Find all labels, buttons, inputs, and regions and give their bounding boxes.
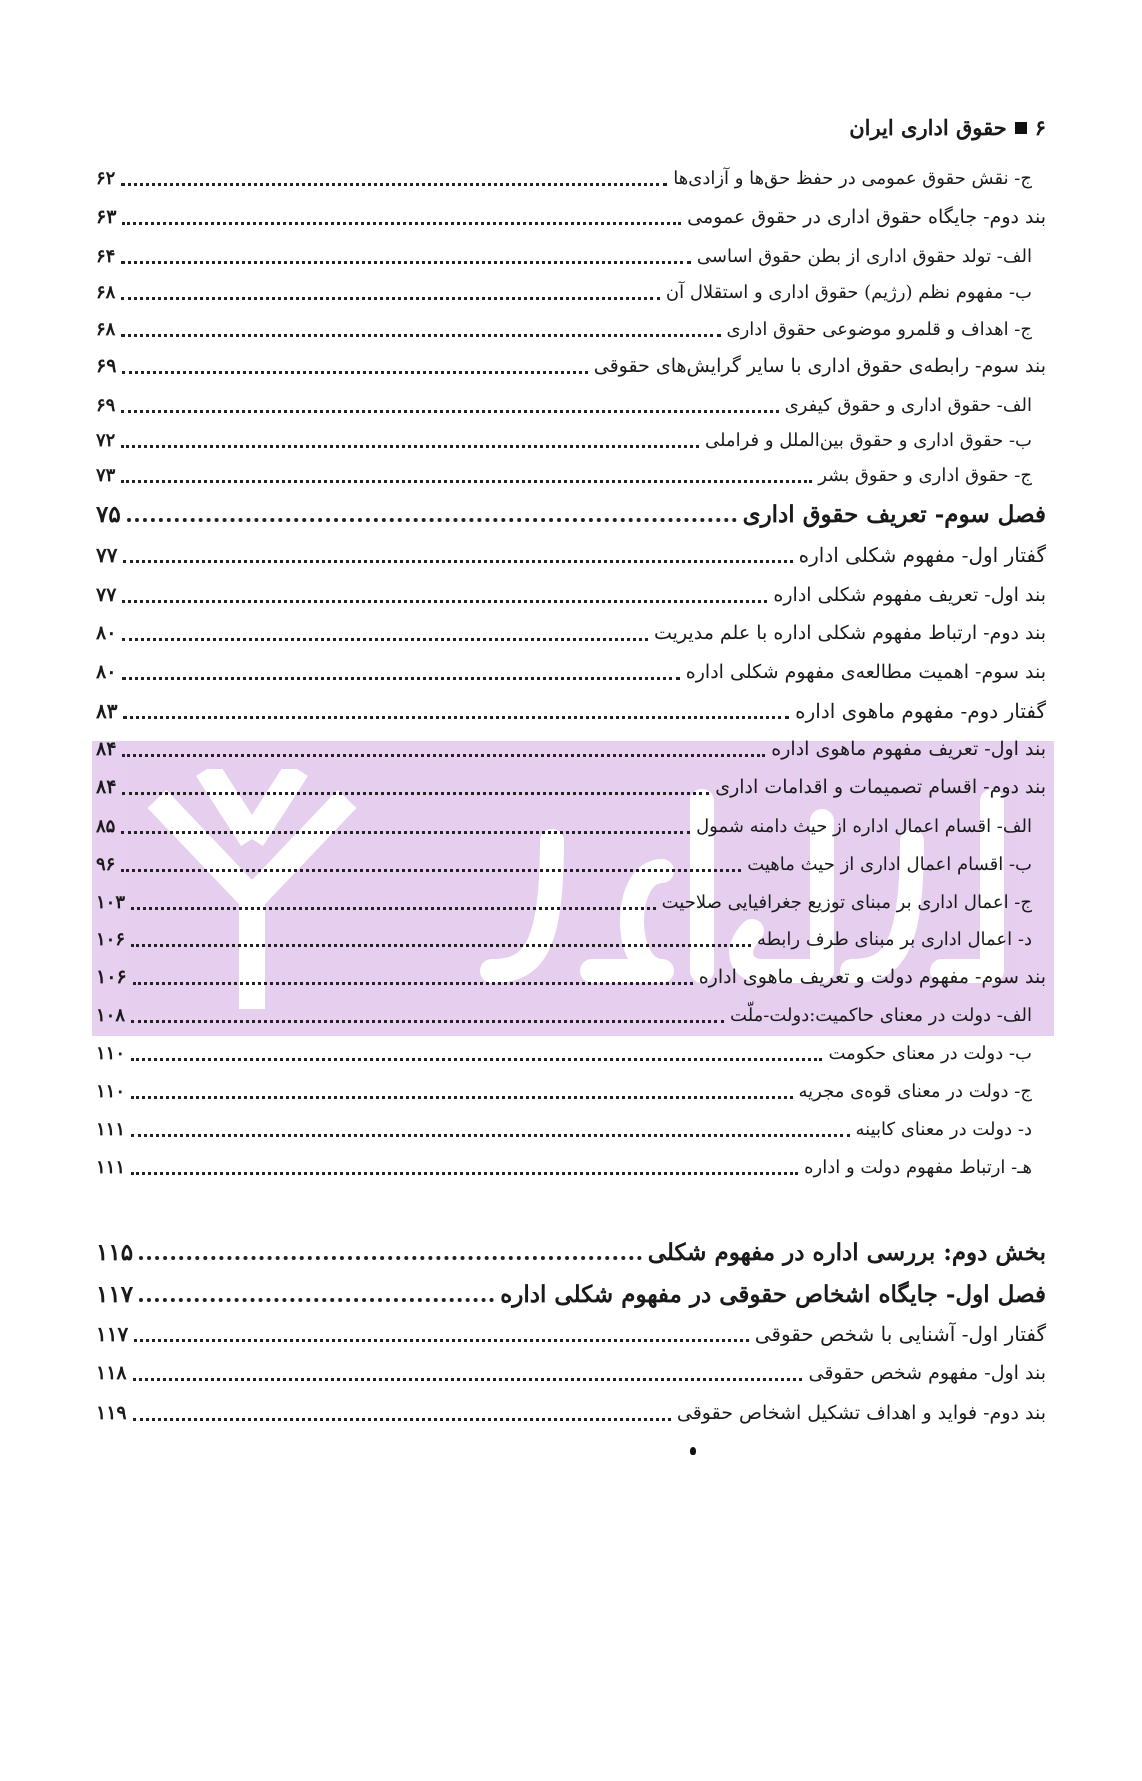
toc-entry-title: بند سوم- مفهوم دولت و تعریف ماهوی اداره <box>698 966 1046 988</box>
dot-leader <box>121 297 660 300</box>
dot-leader <box>122 638 648 641</box>
dot-leader <box>121 869 741 872</box>
dot-leader <box>131 944 751 947</box>
toc-entry <box>96 455 1046 495</box>
toc-entry-title: فصل سوم- تعریف حقوق اداری <box>742 500 1046 528</box>
dot-leader <box>131 907 656 910</box>
toc-entry <box>96 882 1046 922</box>
dot-leader <box>127 518 737 522</box>
toc-entry <box>96 957 1046 997</box>
dot-leader <box>121 410 778 413</box>
toc-entry-page: ۶۹ <box>96 394 116 416</box>
toc-entry-page: ۷۳ <box>96 464 116 486</box>
toc-entry-page: ۷۷ <box>96 543 118 567</box>
dot-leader <box>131 1020 724 1023</box>
toc-entry-title: بند اول- تعریف مفهوم شکلی اداره <box>773 584 1046 606</box>
toc-entry <box>96 1109 1046 1149</box>
toc-entry-page: ۱۰۶ <box>96 928 126 950</box>
toc-entry-page: ۹۶ <box>96 853 116 875</box>
dot-leader <box>131 1096 792 1099</box>
dot-leader <box>122 222 681 225</box>
toc-entry <box>96 1274 1046 1314</box>
toc-entry-page: ۱۰۶ <box>96 966 127 988</box>
page-number: ۶ <box>1034 115 1046 140</box>
toc-entry-page: ۶۸ <box>96 318 116 340</box>
dot-leader <box>139 1298 494 1302</box>
toc-entry <box>96 420 1046 460</box>
toc-entry <box>96 729 1046 769</box>
dot-leader <box>131 1172 798 1175</box>
toc-entry <box>96 613 1046 653</box>
dot-leader <box>133 1378 803 1381</box>
toc-entry-title: فصل اول- جایگاه اشخاص حقوقی در مفهوم شکلی اداره <box>500 1280 1046 1308</box>
toc-entry-title: الف- تولد حقوق اداری از بطن حقوق اساسی <box>696 245 1032 267</box>
toc-entry-page: ۱۱۱ <box>96 1156 126 1178</box>
toc-entry-page: ۱۱۷ <box>96 1322 129 1346</box>
toc-entry <box>96 1147 1046 1187</box>
toc-entry-page: ۱۱۱ <box>96 1118 126 1140</box>
toc-entry <box>96 1071 1046 1111</box>
toc-entry-title: الف- حقوق اداری و حقوق کیفری <box>784 394 1032 416</box>
toc-entry-title: بند سوم- اهمیت مطالعه‌ی مفهوم شکلی اداره <box>685 661 1046 683</box>
toc-entry-title: گفتار اول- آشنایی با شخص حقوقی <box>754 1322 1046 1346</box>
dot-leader <box>123 716 789 719</box>
toc-entry <box>96 346 1046 386</box>
toc-entry <box>96 806 1046 846</box>
toc-entry-title: گفتار اول- مفهوم شکلی اداره <box>798 543 1046 567</box>
toc-entry-page: ۸۰ <box>96 622 117 644</box>
square-bullet-icon <box>1015 122 1027 134</box>
toc-entry-page: ۷۵ <box>96 500 121 528</box>
toc-entry-title: بند دوم- اقسام تصمیمات و اقدامات اداری <box>715 776 1046 798</box>
toc-entry-title: د- اعمال اداری بر مبنای طرف رابطه <box>757 928 1032 950</box>
toc-entry-title: ب- حقوق اداری و حقوق بین‌الملل و فراملی <box>704 429 1032 451</box>
toc-entry-page: ۸۳ <box>96 699 118 723</box>
dot-leader <box>122 754 765 757</box>
toc-entry-title: ب- دولت در معنای حکومت <box>828 1042 1032 1064</box>
toc-entry-page: ۷۷ <box>96 584 117 606</box>
toc-entry-title: ب- اقسام اعمال اداری از حیث ماهیت <box>747 853 1032 875</box>
toc-entry <box>96 1232 1046 1272</box>
dot-leader <box>134 1339 748 1342</box>
toc-entry <box>96 844 1046 884</box>
dot-leader <box>122 677 679 680</box>
dot-leader <box>131 1058 822 1061</box>
toc-entry-page: ۸۰ <box>96 661 117 683</box>
dot-leader <box>139 1256 642 1260</box>
toc-entry-title: ج- حقوق اداری و حقوق بشر <box>818 464 1032 486</box>
toc-entry-page: ۸۵ <box>96 815 116 837</box>
toc-entry-page: ۷۲ <box>96 429 116 451</box>
toc-entry-title: بند اول- تعریف مفهوم ماهوی اداره <box>771 738 1046 760</box>
toc-entry <box>96 1033 1046 1073</box>
toc-entry <box>96 995 1046 1035</box>
toc-entry-title: ج- اهداف و قلمرو موضوعی حقوق اداری <box>726 318 1032 340</box>
toc-entry <box>96 197 1046 237</box>
toc-entry <box>96 236 1046 276</box>
toc-entry <box>96 767 1046 807</box>
toc-entry-page: ۶۳ <box>96 206 117 228</box>
ink-speck <box>690 1447 696 1455</box>
toc-entry-page: ۶۴ <box>96 245 116 267</box>
toc-entry <box>96 494 1046 534</box>
toc-entry-page: ۸۴ <box>96 776 117 798</box>
toc-entry <box>96 272 1046 312</box>
toc-entry-title: ج- دولت در معنای قوه‌ی مجریه <box>798 1080 1032 1102</box>
toc-entry-page: ۶۹ <box>96 355 117 377</box>
dot-leader <box>122 792 709 795</box>
toc-entry-page: ۱۱۰ <box>96 1080 126 1102</box>
toc-entry-page: ۱۱۸ <box>96 1362 127 1384</box>
toc-entry-title: ج- نقش حقوق عمومی در حفظ حق‌ها و آزادی‌ها <box>673 167 1032 189</box>
dot-leader <box>121 831 690 834</box>
toc-entry <box>96 652 1046 692</box>
toc-entry <box>96 535 1046 575</box>
dot-leader <box>122 371 587 374</box>
toc-entry-page: ۱۰۸ <box>96 1004 126 1026</box>
dot-leader <box>123 560 792 563</box>
book-title: حقوق اداری ایران <box>849 115 1007 140</box>
toc-entry-title: بند اول- مفهوم شخص حقوقی <box>808 1362 1046 1384</box>
toc-entry-title: د- دولت در معنای کابینه <box>855 1118 1032 1140</box>
toc-entry-title: ج- اعمال اداری بر مبنای توزیع جغرافیایی صلاحیت <box>661 891 1032 913</box>
toc-entry-title: گفتار دوم- مفهوم ماهوی اداره <box>795 699 1046 723</box>
dot-leader <box>122 600 767 603</box>
toc-entry-page: ۱۱۰ <box>96 1042 126 1064</box>
toc-entry <box>96 158 1046 198</box>
toc-entry-title: بند سوم- رابطه‌ی حقوق اداری با سایر گرایش‌های حقوقی <box>593 355 1046 377</box>
dot-leader <box>121 261 691 264</box>
toc-entry-page: ۱۱۹ <box>96 1402 127 1424</box>
toc-entry-title: الف- دولت در معنای حاکمیت:دولت-ملّت <box>730 1004 1032 1026</box>
toc-entry-title: ب- مفهوم نظم (رژیم) حقوق اداری و استقلال آن <box>665 281 1032 303</box>
toc-entry-page: ۸۴ <box>96 738 117 760</box>
toc-entry <box>96 1314 1046 1354</box>
dot-leader <box>121 334 720 337</box>
dot-leader <box>121 480 812 483</box>
toc-entry-page: ۱۰۳ <box>96 891 126 913</box>
toc-entry <box>96 1393 1046 1433</box>
dot-leader <box>121 445 699 448</box>
toc-entry <box>96 691 1046 731</box>
toc-entry-title: بند دوم- جایگاه حقوق اداری در حقوق عمومی <box>687 206 1046 228</box>
toc-entry-page: ۱۱۵ <box>96 1238 134 1266</box>
toc-entry <box>96 309 1046 349</box>
dot-leader <box>133 1418 671 1421</box>
toc-entry-title: هـ- ارتباط مفهوم دولت و اداره <box>804 1156 1032 1178</box>
toc-entry-title: بند دوم- ارتباط مفهوم شکلی اداره با علم مدیریت <box>654 622 1046 644</box>
dot-leader <box>131 1134 850 1137</box>
toc-entry-page: ۱۱۷ <box>96 1280 134 1308</box>
toc-entry-title: بند دوم- فواید و اهداف تشکیل اشخاص حقوقی <box>676 1402 1046 1424</box>
toc-entry <box>96 919 1046 959</box>
toc-entry-page: ۶۸ <box>96 281 116 303</box>
dot-leader <box>133 982 693 985</box>
toc-entry-title: بخش دوم: بررسی اداره در مفهوم شکلی <box>647 1238 1046 1266</box>
toc-entry <box>96 575 1046 615</box>
dot-leader <box>121 183 667 186</box>
toc-entry <box>96 1353 1046 1393</box>
toc-entry <box>96 385 1046 425</box>
toc-entry-page: ۶۲ <box>96 167 116 189</box>
running-header <box>849 115 1046 140</box>
toc-entry-title: الف- اقسام اعمال اداره از حیث دامنه شمول <box>696 815 1032 837</box>
